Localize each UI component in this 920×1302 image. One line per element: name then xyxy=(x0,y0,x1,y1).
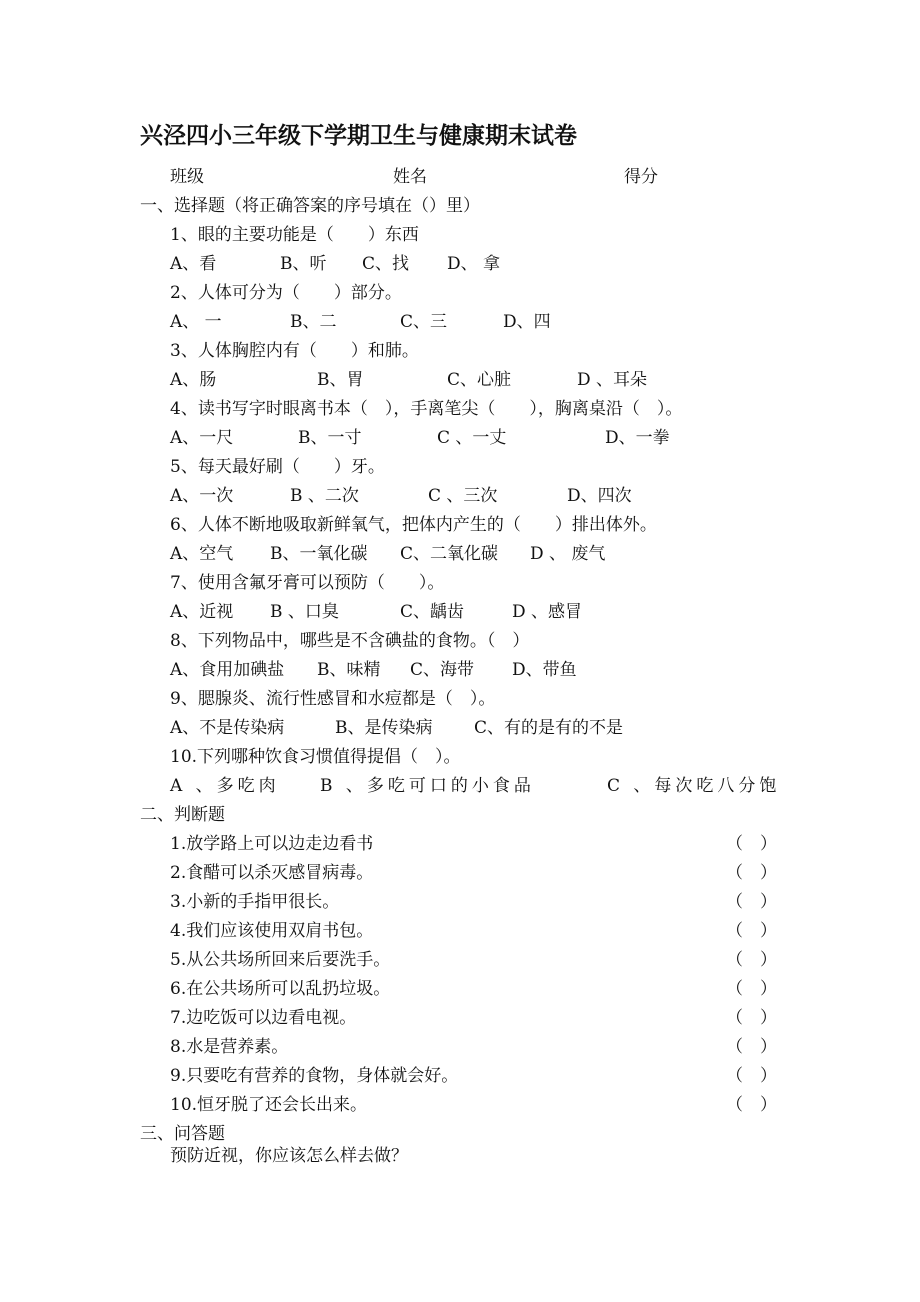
option: D、带鱼 xyxy=(512,660,577,680)
option: A 、多吃肉 xyxy=(170,776,280,796)
option: D 、 废气 xyxy=(530,544,606,564)
answer-paren: （ ） xyxy=(726,1095,777,1115)
judgement-item: 3.小新的手指甲很长。 xyxy=(170,892,340,912)
option: B、味精 xyxy=(317,660,381,680)
answer-paren: （ ） xyxy=(726,979,777,999)
option: A、看 xyxy=(170,254,217,274)
option: D、一拳 xyxy=(605,428,670,448)
option: B、二 xyxy=(290,312,337,332)
option: C、心脏 xyxy=(447,370,512,390)
section-heading-judgement: 二、判断题 xyxy=(140,805,225,825)
answer-paren: （ ） xyxy=(726,834,777,854)
judgement-item: 7.边吃饭可以边看电视。 xyxy=(170,1008,357,1028)
option: C 、每次吃八分饱 xyxy=(607,776,781,796)
question: 10.下列哪种饮食习惯值得提倡（ ）。 xyxy=(170,747,461,767)
option: A、一次 xyxy=(170,486,234,506)
judgement-item: 9.只要吃有营养的食物，身体就会好。 xyxy=(170,1066,459,1086)
question: 5、每天最好刷（ ）牙。 xyxy=(170,457,385,477)
question: 2、人体可分为（ ）部分。 xyxy=(170,283,402,303)
question: 4、读书写字时眼离书本（ ），手离笔尖（ ），胸离桌沿（ ）。 xyxy=(170,399,683,419)
class-label: 班级 xyxy=(170,167,204,187)
answer-paren: （ ） xyxy=(726,892,777,912)
section-heading-qa: 三、问答题 xyxy=(140,1124,225,1144)
option: C、找 xyxy=(362,254,410,274)
option: C 、三次 xyxy=(428,486,498,506)
option: B、一氧化碳 xyxy=(270,544,368,564)
option: A、空气 xyxy=(170,544,234,564)
option: B、一寸 xyxy=(298,428,362,448)
option: A、 一 xyxy=(170,312,222,332)
name-label: 姓名 xyxy=(393,167,427,187)
option: B、是传染病 xyxy=(335,718,433,738)
answer-paren: （ ） xyxy=(726,1008,777,1028)
option: D 、感冒 xyxy=(512,602,583,622)
option: B 、多吃可口的小食品 xyxy=(320,776,535,796)
judgement-item: 2.食醋可以杀灭感冒病毒。 xyxy=(170,863,374,883)
option: C、有的是有的不是 xyxy=(474,718,624,738)
option: D、 拿 xyxy=(447,254,501,274)
question: 8、下列物品中，哪些是不含碘盐的食物。（ ） xyxy=(170,631,530,651)
question: 6、人体不断地吸取新鲜氧气，把体内产生的（ ）排出体外。 xyxy=(170,515,657,535)
option: A、食用加碘盐 xyxy=(170,660,285,680)
answer-paren: （ ） xyxy=(726,950,777,970)
judgement-item: 1.放学路上可以边走边看书 xyxy=(170,834,374,854)
option: C、海带 xyxy=(410,660,475,680)
option: A、近视 xyxy=(170,602,234,622)
score-label: 得分 xyxy=(624,167,658,187)
question: 1、眼的主要功能是（ ）东西 xyxy=(170,225,419,245)
qa-question: 预防近视，你应该怎么样去做？ xyxy=(170,1146,408,1166)
option: C、三 xyxy=(400,312,448,332)
option: B、胃 xyxy=(317,370,364,390)
section-heading-choice: 一、选择题（将正确答案的序号填在（）里） xyxy=(140,196,480,216)
option: A、一尺 xyxy=(170,428,234,448)
judgement-item: 10.恒牙脱了还会长出来。 xyxy=(170,1095,368,1115)
option: D 、耳朵 xyxy=(577,370,648,390)
option: C 、一丈 xyxy=(437,428,507,448)
option: D、四 xyxy=(503,312,551,332)
judgement-item: 8.水是营养素。 xyxy=(170,1037,289,1057)
question: 7、使用含氟牙膏可以预防（ ）。 xyxy=(170,573,445,593)
answer-paren: （ ） xyxy=(726,1037,777,1057)
option: B、听 xyxy=(280,254,327,274)
judgement-item: 5.从公共场所回来后要洗手。 xyxy=(170,950,391,970)
option: B 、口臭 xyxy=(270,602,339,622)
option: C、龋齿 xyxy=(400,602,465,622)
option: A、不是传染病 xyxy=(170,718,285,738)
option: A、肠 xyxy=(170,370,217,390)
judgement-item: 6.在公共场所可以乱扔垃圾。 xyxy=(170,979,391,999)
option: C、二氧化碳 xyxy=(400,544,499,564)
question: 3、人体胸腔内有（ ）和肺。 xyxy=(170,341,419,361)
answer-paren: （ ） xyxy=(726,1066,777,1086)
option: D、四次 xyxy=(567,486,632,506)
question: 9、腮腺炎、流行性感冒和水痘都是（ ）。 xyxy=(170,689,496,709)
judgement-item: 4.我们应该使用双肩书包。 xyxy=(170,921,374,941)
answer-paren: （ ） xyxy=(726,863,777,883)
answer-paren: （ ） xyxy=(726,921,777,941)
option: B 、二次 xyxy=(290,486,359,506)
page-title: 兴泾四小三年级下学期卫生与健康期末试卷 xyxy=(140,122,577,149)
